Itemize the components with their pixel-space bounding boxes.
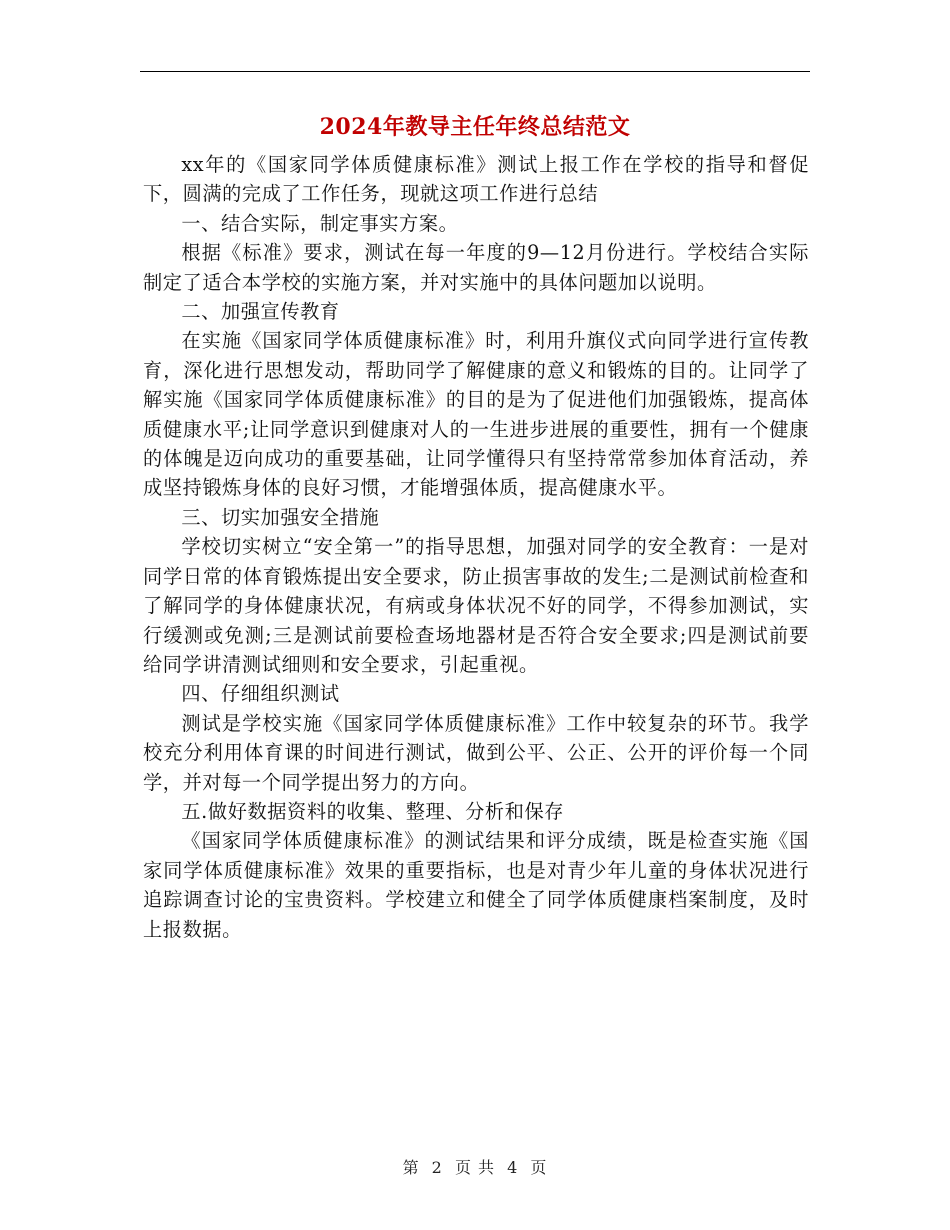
document-title: 2024年教导主任年终总结范文 <box>319 114 631 140</box>
header-rule <box>140 71 810 72</box>
paragraph-intro: xx年的《国家同学体质健康标准》测试上报工作在学校的指导和督促下，圆满的完成了工作任务，现就这项工作进行总结 <box>143 153 809 206</box>
page-footer <box>0 1155 950 1178</box>
footer-prefix: 第 <box>402 1158 420 1177</box>
section-heading-5: 五.做好数据资料的收集、整理、分析和保存 <box>181 799 565 823</box>
paragraph-3: 学校切实树立“安全第一”的指导思想，加强对同学的安全教育：一是对同学日常的体育锻炼提出安全要求，防止损害事故的发生;二是测试前检查和了解同学的身体健康状况，有病或身体状况不好的同学，不得参加测试，实行缓测或免测;三是测试前要检查场地器材是否符合安全要求;四是测试前要给同学讲清测试细则和安全要求，引起重视。 <box>143 535 809 676</box>
section-heading-3: 三、切实加强安全措施 <box>181 505 380 529</box>
paragraph-2: 在实施《国家同学体质健康标准》时，利用升旗仪式向同学进行宣传教育，深化进行思想发动，帮助同学了解健康的意义和锻炼的目的。让同学了解实施《国家同学体质健康标准》的目的是为了促进他们加强锻炼，提高体质健康水平;让同学意识到健康对人的一生进步进展的重要性，拥有一个健康的体魄是迈向成功的重要基础，让同学懂得只有坚持常常参加体育活动，养成坚持锻炼身体的良好习惯，才能增强体质，提高健康水平。 <box>143 329 809 500</box>
footer-middle: 页 共 <box>454 1158 496 1177</box>
paragraph-5: 《国家同学体质健康标准》的测试结果和评分成绩，既是检查实施《国家同学体质健康标准》效果的重要指标，也是对青少年儿童的身体状况进行追踪调查讨论的宝贵资料。学校建立和健全了同学体质健康档案制度，及时上报数据。 <box>143 829 809 941</box>
section-heading-1: 一、结合实际，制定事实方案。 <box>181 211 459 235</box>
document-body <box>143 150 809 944</box>
paragraph-1: 根据《标准》要求，测试在每一年度的9—12月份进行。学校结合实际制定了适合本学校的实施方案，并对实施中的具体问题加以说明。 <box>143 241 809 294</box>
footer-suffix: 页 <box>530 1158 548 1177</box>
paragraph-4: 测试是学校实施《国家同学体质健康标准》工作中较复杂的环节。我学校充分利用体育课的时间进行测试，做到公平、公正、公开的评价每一个同学，并对每一个同学提出努力的方向。 <box>143 711 809 794</box>
section-heading-4: 四、仔细组织测试 <box>181 682 340 706</box>
current-page-number: 2 <box>431 1158 443 1177</box>
total-pages-number: 4 <box>507 1158 519 1177</box>
section-heading-2: 二、加强宣传教育 <box>181 300 340 324</box>
